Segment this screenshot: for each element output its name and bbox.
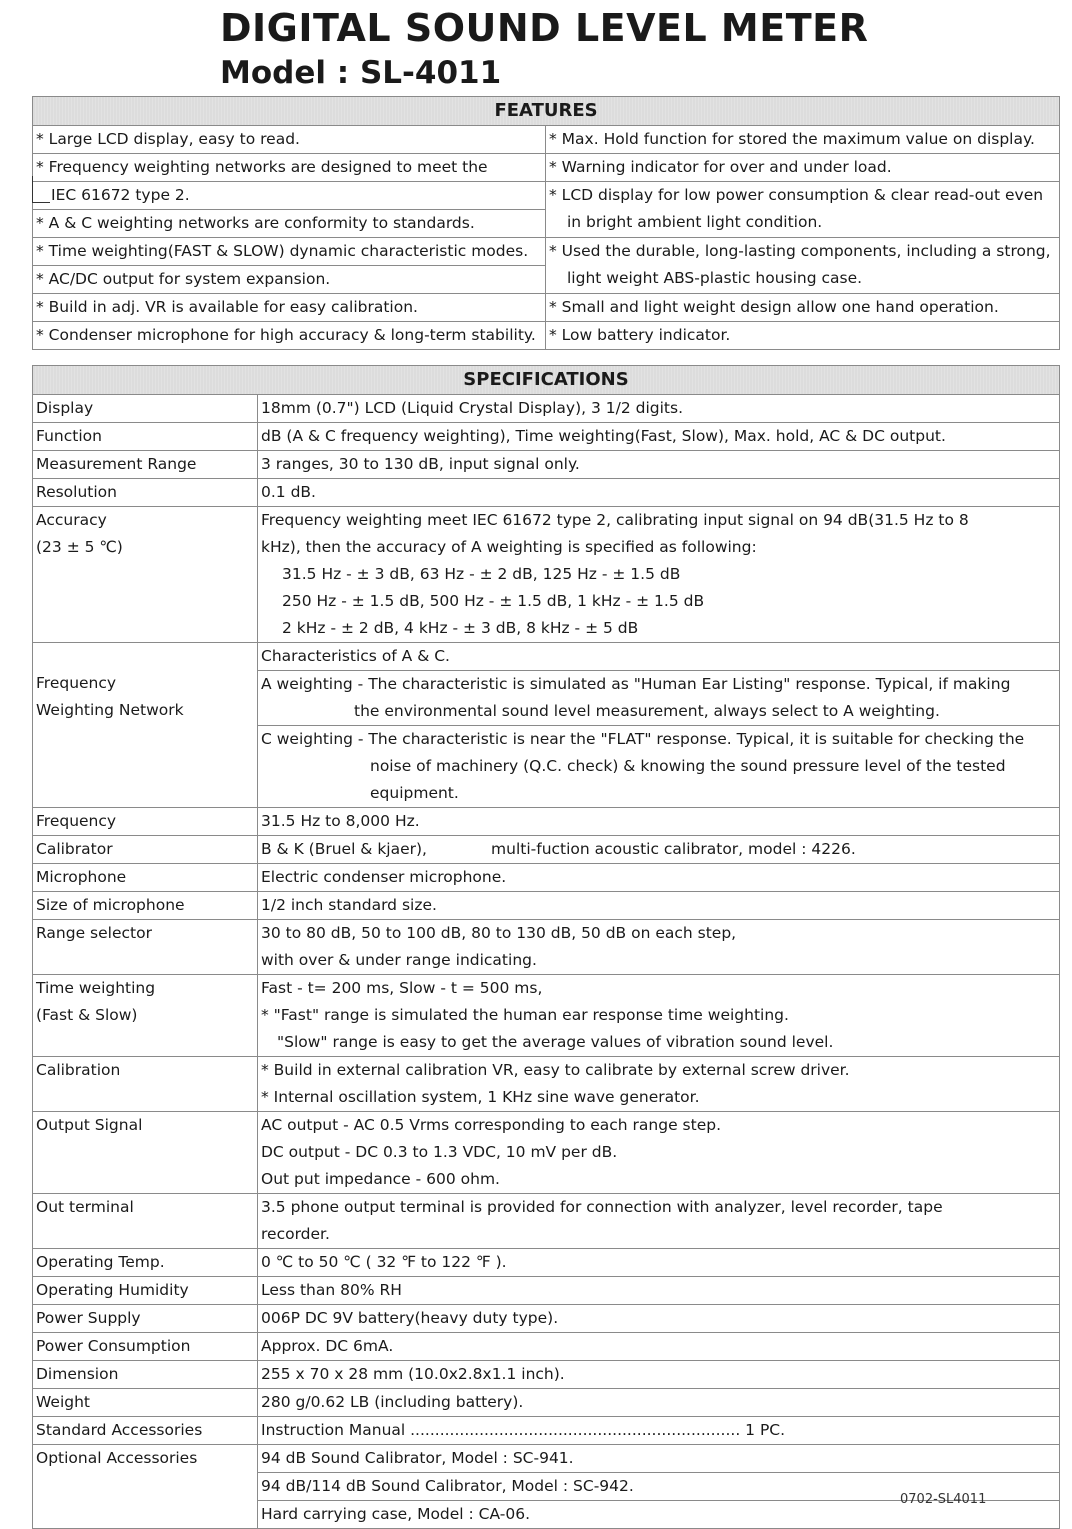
spec-line: * "Fast" range is simulated the human ear response time weighting. — [261, 1006, 789, 1024]
spec-value: Electric condenser microphone. — [258, 864, 1060, 892]
spec-row-accuracy — [33, 507, 1060, 643]
spec-row-weight — [33, 1389, 1060, 1417]
feature-item: * Large LCD display, easy to read. — [33, 126, 546, 154]
spec-row-microphone — [33, 864, 1060, 892]
spec-line: Fast - t= 200 ms, Slow - t = 500 ms, — [261, 979, 543, 997]
spec-value: 255 x 70 x 28 mm (10.0x2.8x1.1 inch). — [258, 1361, 1060, 1389]
spec-row-frequency — [33, 808, 1060, 836]
spec-line: recorder. — [261, 1225, 330, 1243]
spec-value — [258, 975, 1060, 1057]
spec-value: Instruction Manual ................................................................... 1 PC. — [258, 1417, 1060, 1445]
spec-line: 250 Hz - ± 1.5 dB, 500 Hz - ± 1.5 dB, 1 kHz - ± 1.5 dB — [282, 592, 705, 610]
spec-value: 0 ℃ to 50 ℃ ( 32 ℉ to 122 ℉ ). — [258, 1249, 1060, 1277]
spec-value: 280 g/0.62 LB (including battery). — [258, 1389, 1060, 1417]
spec-line: with over & under range indicating. — [261, 951, 537, 969]
spec-label: Weight — [33, 1389, 258, 1417]
spec-value: Characteristics of A & C. — [258, 643, 1060, 671]
spec-value: 3 ranges, 30 to 130 dB, input signal only. — [258, 451, 1060, 479]
feature-line: * Used the durable, long-lasting components, including a strong, — [549, 242, 1051, 260]
spec-value: B & K (Bruel & kjaer), multi-fuction acoustic calibrator, model : 4226. — [258, 836, 1060, 864]
spec-row-terminal — [33, 1194, 1060, 1249]
feature-item — [546, 238, 1060, 294]
spec-label-line: Frequency — [36, 674, 117, 692]
spec-label: Out terminal — [33, 1194, 258, 1249]
spec-row-power-consumption — [33, 1333, 1060, 1361]
spec-value: dB (A & C frequency weighting), Time weighting(Fast, Slow), Max. hold, AC & DC output. — [258, 423, 1060, 451]
spec-value: 18mm (0.7") LCD (Liquid Crystal Display), 3 1/2 digits. — [258, 395, 1060, 423]
spec-row-mic-size — [33, 892, 1060, 920]
spec-label: Calibration — [33, 1057, 258, 1112]
feature-line: light weight ABS-plastic housing case. — [567, 269, 863, 287]
spec-label: Calibrator — [33, 836, 258, 864]
spec-label: Standard Accessories — [33, 1417, 258, 1445]
spec-value: 31.5 Hz to 8,000 Hz. — [258, 808, 1060, 836]
spec-row-power-supply — [33, 1305, 1060, 1333]
spec-label: Power Consumption — [33, 1333, 258, 1361]
spec-value — [258, 1112, 1060, 1194]
feature-item: * Low battery indicator. — [546, 322, 1060, 350]
spec-label — [33, 643, 258, 808]
spec-row-op-temp — [33, 1249, 1060, 1277]
spec-value: 006P DC 9V battery(heavy duty type). — [258, 1305, 1060, 1333]
spec-label: Output Signal — [33, 1112, 258, 1194]
model-number: Model : SL-4011 — [220, 55, 502, 91]
spec-value: Less than 80% RH — [258, 1277, 1060, 1305]
spec-value: Approx. DC 6mA. — [258, 1333, 1060, 1361]
spec-row-function — [33, 423, 1060, 451]
feature-item: * Small and light weight design allow one hand operation. — [546, 294, 1060, 322]
feature-item: * Max. Hold function for stored the maximum value on display. — [546, 126, 1060, 154]
spec-label-line: Accuracy — [36, 511, 107, 529]
features-heading: FEATURES — [33, 97, 1060, 126]
spec-line: 30 to 80 dB, 50 to 100 dB, 80 to 130 dB, 50 dB on each step, — [261, 924, 737, 942]
spec-label — [33, 507, 258, 643]
spec-line: equipment. — [370, 784, 459, 802]
spec-value: Hard carrying case, Model : CA-06. — [258, 1501, 1060, 1529]
feature-item: * Frequency weighting networks are designed to meet the — [33, 154, 546, 182]
spec-row-weighting — [33, 643, 1060, 671]
spec-label: Measurement Range — [33, 451, 258, 479]
spec-row-time-weighting — [33, 975, 1060, 1057]
feature-item: * AC/DC output for system expansion. — [33, 266, 546, 294]
spec-label: Operating Humidity — [33, 1277, 258, 1305]
spec-row-opt-accessories — [33, 1445, 1060, 1473]
spec-line: C weighting - The characteristic is near the "FLAT" response. Typical, it is suitable for checking the — [261, 730, 1025, 748]
spec-value: 1/2 inch standard size. — [258, 892, 1060, 920]
spec-label: Operating Temp. — [33, 1249, 258, 1277]
spec-row-calibration — [33, 1057, 1060, 1112]
spec-label: Range selector — [33, 920, 258, 975]
spec-line: * Build in external calibration VR, easy to calibrate by external screw driver. — [261, 1061, 850, 1079]
spec-value — [258, 1057, 1060, 1112]
spec-value: 0.1 dB. — [258, 479, 1060, 507]
spec-line: DC output - DC 0.3 to 1.3 VDC, 10 mV per dB. — [261, 1143, 618, 1161]
margin-mark — [32, 176, 50, 203]
spec-label-line: Weighting Network — [36, 701, 184, 719]
specifications-table — [32, 365, 1060, 1529]
spec-value — [258, 671, 1060, 726]
spec-value — [258, 920, 1060, 975]
spec-line: Out put impedance - 600 ohm. — [261, 1170, 500, 1188]
specifications-heading: SPECIFICATIONS — [33, 366, 1060, 395]
document-title: DIGITAL SOUND LEVEL METER — [220, 6, 869, 50]
spec-label: Size of microphone — [33, 892, 258, 920]
spec-label: Display — [33, 395, 258, 423]
spec-value — [258, 507, 1060, 643]
spec-line: A weighting - The characteristic is simulated as "Human Ear Listing" response. Typical, if making — [261, 675, 1011, 693]
feature-item: * Build in adj. VR is available for easy calibration. — [33, 294, 546, 322]
spec-label: Resolution — [33, 479, 258, 507]
spec-row-op-humidity — [33, 1277, 1060, 1305]
feature-item: * Time weighting(FAST & SLOW) dynamic characteristic modes. — [33, 238, 546, 266]
spec-row-range-selector — [33, 920, 1060, 975]
spec-row-std-accessories — [33, 1417, 1060, 1445]
feature-line: * LCD display for low power consumption & clear read-out even — [549, 186, 1044, 204]
spec-line: 2 kHz - ± 2 dB, 4 kHz - ± 3 dB, 8 kHz - ± 5 dB — [282, 619, 639, 637]
spec-line: 31.5 Hz - ± 3 dB, 63 Hz - ± 2 dB, 125 Hz - ± 1.5 dB — [282, 565, 681, 583]
spec-line: "Slow" range is easy to get the average values of vibration sound level. — [277, 1033, 834, 1051]
feature-item: * Condenser microphone for high accuracy & long-term stability. — [33, 322, 546, 350]
footer-code: 0702-SL4011 — [900, 1492, 987, 1507]
spec-line: noise of machinery (Q.C. check) & knowing the sound pressure level of the tested — [370, 757, 1006, 775]
spec-row-resolution — [33, 479, 1060, 507]
spec-value — [258, 1194, 1060, 1249]
spec-label-line: (23 ± 5 ℃) — [36, 538, 123, 556]
spec-label: Power Supply — [33, 1305, 258, 1333]
spec-line: Frequency weighting meet IEC 61672 type 2, calibrating input signal on 94 dB(31.5 Hz to 8 — [261, 511, 969, 529]
spec-label-line: (Fast & Slow) — [36, 1006, 138, 1024]
spec-row-calibrator — [33, 836, 1060, 864]
spec-label: Microphone — [33, 864, 258, 892]
spec-row-output — [33, 1112, 1060, 1194]
spec-label — [33, 975, 258, 1057]
spec-label: Function — [33, 423, 258, 451]
feature-item: IEC 61672 type 2. — [33, 182, 546, 210]
feature-item — [546, 182, 1060, 238]
feature-line: in bright ambient light condition. — [567, 213, 823, 231]
spec-line: kHz), then the accuracy of A weighting is specified as following: — [261, 538, 757, 556]
spec-label: Frequency — [33, 808, 258, 836]
spec-line: the environmental sound level measurement, always select to A weighting. — [354, 702, 940, 720]
features-table — [32, 96, 1060, 350]
spec-row-range — [33, 451, 1060, 479]
spec-line: AC output - AC 0.5 Vrms corresponding to each range step. — [261, 1116, 721, 1134]
spec-label: Dimension — [33, 1361, 258, 1389]
spec-label-line: Time weighting — [36, 979, 156, 997]
spec-label: Optional Accessories — [33, 1445, 258, 1529]
feature-item: * A & C weighting networks are conformity to standards. — [33, 210, 546, 238]
spec-value: 94 dB/114 dB Sound Calibrator, Model : SC-942. — [258, 1473, 1060, 1501]
spec-value — [258, 726, 1060, 808]
spec-row-dimension — [33, 1361, 1060, 1389]
feature-item: * Warning indicator for over and under load. — [546, 154, 1060, 182]
spec-row-display — [33, 395, 1060, 423]
spec-line: * Internal oscillation system, 1 KHz sine wave generator. — [261, 1088, 700, 1106]
spec-value: 94 dB Sound Calibrator, Model : SC-941. — [258, 1445, 1060, 1473]
spec-line: 3.5 phone output terminal is provided for connection with analyzer, level recorder, tape — [261, 1198, 943, 1216]
